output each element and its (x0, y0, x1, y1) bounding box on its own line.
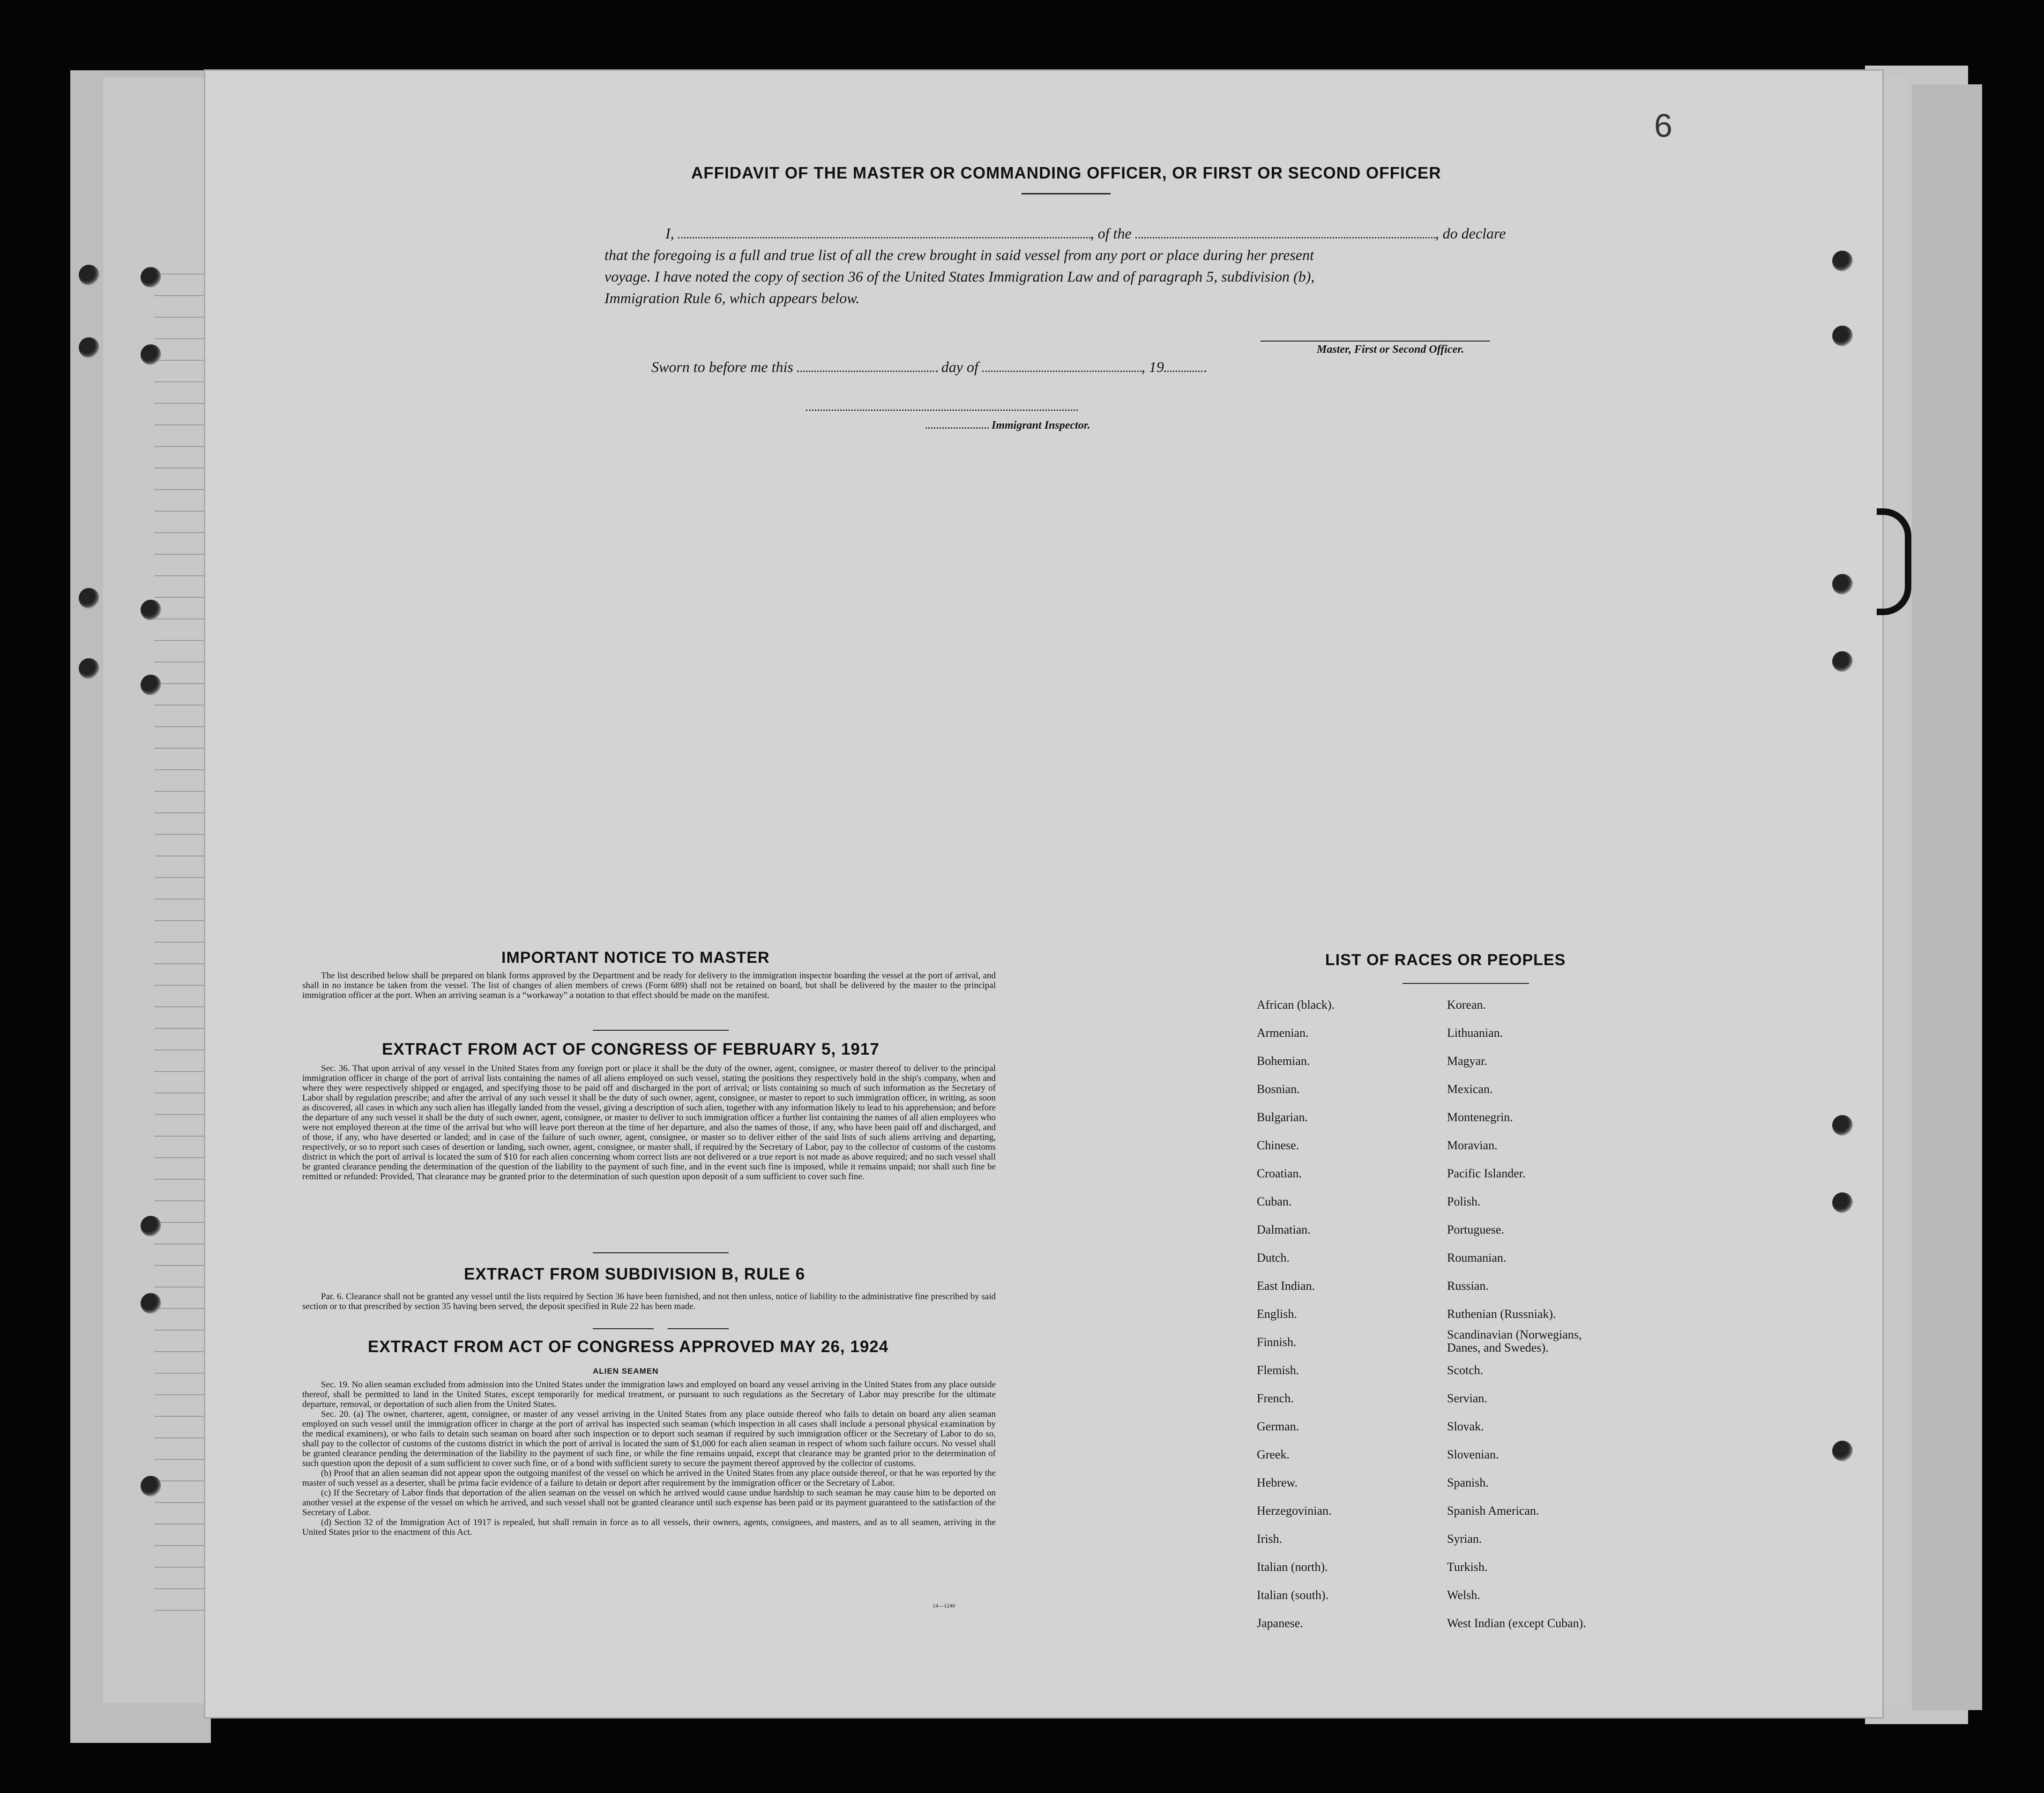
binder-hole (141, 675, 161, 695)
binder-hole (1832, 1192, 1853, 1213)
binder-hole (79, 265, 99, 285)
name-blank (678, 237, 1090, 238)
sec-20a-paragraph: Sec. 20. (a) The owner, charterer, agent, consignee, or master of any vessel arriving in the United States from any place outside thereof who fails to detain on board any alien seaman employed on such vessel until the immigration officer in charge at the port of arrival has inspected such seaman (which inspection in all cases shall include a personal physical examination by the medical examiners), or who fails to detain such seaman on board after such inspection or to deport such seaman if required by such immigration officer or the Secretary of Labor to do so, shall pay to the collector of customs of the customs district in which the port of arrival is located the sum of $1,000 for each alien seaman in respect of whom such failure occurs. No vessel shall be granted clearance pending the determination of the liability to the payment of such fine, or while the fine remains unpaid, except that clearance may be granted prior to the determination of such question upon the deposit of a sum sufficient to cover such fine, or of a bond with sufficient surety to secure the payment thereof approved by the collector of customs. (302, 1409, 996, 1468)
notice-title: IMPORTANT NOTICE TO MASTER (501, 949, 770, 967)
race-item: Korean. (1447, 998, 1486, 1012)
race-item: Polish. (1447, 1195, 1481, 1208)
affidavit-body (604, 223, 1579, 309)
year-blank (1164, 371, 1206, 372)
binder-hole (79, 337, 99, 358)
form-number: 14—1240 (932, 1602, 955, 1609)
race-item: Moravian. (1447, 1138, 1498, 1152)
binder-hole (141, 1216, 161, 1236)
race-item: Slovak. (1447, 1420, 1484, 1433)
binder-hole (141, 1293, 161, 1314)
signature-line (1261, 341, 1490, 342)
race-item: Scotch. (1447, 1363, 1484, 1377)
race-item: Mexican. (1447, 1082, 1493, 1096)
section-rule (668, 1328, 729, 1329)
race-item: Dalmatian. (1257, 1223, 1311, 1236)
section-rule (593, 1328, 654, 1329)
race-item: German. (1257, 1420, 1299, 1433)
binder-hole (141, 600, 161, 620)
race-item: Pacific Islander. (1447, 1167, 1526, 1180)
race-item: Bohemian. (1257, 1054, 1310, 1068)
extract-1917-body: Sec. 36. That upon arrival of any vessel in the United States from any foreign port or place it shall be the duty of the owner, agent, consignee, or master thereof to deliver to the principal immigration officer in charge of the port of arrival lists containing the names of all aliens employed on such vessel, stating the positions they respectively hold in the ship's company, when and where they were respectively shipped or engaged, and specifying those to be paid off and discharged in the port of arrival; or lists containing so much of such information as the Secretary of Labor shall by regulation prescribe; and after the arrival of any such vessel it shall be the duty of such owner, agent, consignee, or master to report to such immigration officer, in writing, as soon as discovered, all cases in which any such alien has illegally landed from the vessel, giving a description of such alien, together with any information likely to lead to his apprehension; and before the departure of any such vessel it shall be the duty of such owner, agent, consignee, or master to deliver to such immigration officer a further list containing the names of all alien employees who were not employed thereon at the time of the arrival but who will leave port thereon at the time of her departure, and also the names of those, if any, who have been paid off and discharged, and of those, if any, who have deserted or landed; and in case of the failure of such owner, agent, consignee, or master so to deliver either of the said lists of such aliens arriving and departing, respectively, or so to report such cases of desertion or landing, such owner, agent, consignee, or master shall, if required by the Secretary of Labor, pay to the collector of customs of the customs district in which the port of arrival is located the sum of $10 for each alien concerning whom correct lists are not delivered or a true report is not made as above required; and no such vessel shall be granted clearance pending the determination of the question of the liability to the payment of such fine, and in the event such fine is imposed, while it remains unpaid; nor shall such fine be remitted or refunded: Provided, That clearance may be granted prior to the determination of such question upon deposit of a sum sufficient to cover such fine. (302, 1064, 996, 1182)
day-blank (797, 371, 938, 372)
race-item: Servian. (1447, 1391, 1487, 1405)
binder-hole (1832, 251, 1853, 271)
inspector-blank (925, 427, 989, 429)
alien-seamen-subtitle: ALIEN SEAMEN (593, 1367, 659, 1376)
declare-i: I, (665, 225, 674, 242)
extract-1924-title: EXTRACT FROM ACT OF CONGRESS APPROVED MAY 26, 1924 (368, 1338, 889, 1356)
races-title: LIST OF RACES OR PEOPLES (1325, 951, 1566, 969)
races-rule (1402, 983, 1529, 984)
race-item: Lithuanian. (1447, 1026, 1503, 1040)
race-item: Cuban. (1257, 1195, 1292, 1208)
race-item: Croatian. (1257, 1167, 1302, 1180)
extract-rule6-body: Par. 6. Clearance shall not be granted any vessel until the lists required by Section 36 have been furnished, and not then unless, notice of liability to the administrative fine prescribed by said section or to that prescribed by section 35 having been served, the deposit specified in Rule 22 has been made. (302, 1292, 996, 1311)
section-rule (593, 1030, 729, 1031)
races-right-column (1447, 991, 1616, 1637)
race-item: Dutch. (1257, 1251, 1290, 1265)
sec-20d-paragraph: (d) Section 32 of the Immigration Act of 1917 is repealed, but shall remain in force as to all vessels, their owners, agents, consignees, and masters, and as to all seamen, arriving in the United States prior to the enactment of this Act. (302, 1518, 996, 1537)
race-item: Flemish. (1257, 1363, 1299, 1377)
binder-hole (141, 267, 161, 288)
extract-1917-title: EXTRACT FROM ACT OF CONGRESS OF FEBRUARY 5, 1917 (382, 1040, 880, 1058)
do-declare: , do declare (1435, 225, 1506, 242)
month-blank (982, 371, 1141, 372)
sec-19-paragraph: Sec. 19. No alien seaman excluded from admission into the United States under the immigration laws and employed on board any vessel arriving in the United States from any place outside thereof, shall be permitted to land in the United States, except temporarily for medical treatment, or pursuant to such regulations as the Secretary of Labor may prescribe for the ultimate departure, removal, or deportation of such alien from the United States. (302, 1380, 996, 1409)
affidavit-line-3: voyage. I have noted the copy of section 36 of the United States Immigration Law and of paragraph 5, subdivision (b), (604, 268, 1315, 285)
race-item: French. (1257, 1391, 1294, 1405)
race-item: Roumanian. (1447, 1251, 1507, 1265)
binder-hole (79, 658, 99, 679)
affidavit-title: AFFIDAVIT OF THE MASTER OR COMMANDING OFFICER, OR FIRST OR SECOND OFFICER (691, 164, 1441, 182)
inspector-label: Immigrant Inspector. (992, 419, 1090, 432)
sec-20b-paragraph: (b) Proof that an alien seaman did not appear upon the outgoing manifest of the vessel on which he arrived in the United States from any place outside thereof, or that he was reported by the master of such vessel as a deserter, shall be prima facie evidence of a failure to detain or deport after requirement by the immigration officer or the Secretary of Labor. (302, 1468, 996, 1488)
races-left-column (1257, 991, 1335, 1637)
vessel-blank (1135, 237, 1435, 238)
notice-body: The list described below shall be prepared on blank forms approved by the Department and be ready for delivery to the immigration inspector boarding the vessel at the port of arrival, and shall in no instance be taken from the vessel. The list of changes of alien members of crews (Form 689) shall not be retained on board, but shall be delivered by the master to the principal immigration officer at the port. When an arriving seaman is a “workaway” a notation to that effect should be made on the manifest. (302, 971, 996, 1000)
inspector-row (925, 419, 1090, 432)
race-item: Spanish American. (1447, 1504, 1539, 1518)
race-item: East Indian. (1257, 1279, 1315, 1293)
ruled-lines (155, 253, 211, 1612)
race-item: Magyar. (1447, 1054, 1487, 1068)
race-item: English. (1257, 1307, 1297, 1321)
binder-hole (141, 344, 161, 365)
race-item: Bosnian. (1257, 1082, 1300, 1096)
race-item: Japanese. (1257, 1616, 1303, 1630)
binder-hole (141, 1476, 161, 1496)
race-item: Armenian. (1257, 1026, 1309, 1040)
affidavit-line-2: that the foregoing is a full and true list of all the crew brought in said vessel from any port or place during her present (604, 246, 1314, 263)
race-item: Ruthenian (Russniak). (1447, 1307, 1556, 1321)
race-item: Italian (north). (1257, 1560, 1328, 1574)
race-item: Greek. (1257, 1448, 1290, 1461)
binder-hole (1832, 326, 1853, 346)
inspector-signature-line (806, 409, 1078, 411)
race-item: Chinese. (1257, 1138, 1299, 1152)
sec-20c-paragraph: (c) If the Secretary of Labor finds that deportation of the alien seaman on the vessel on which he arrived would cause undue hardship to such seaman he may cause him to be deported on another vessel at the expense of the vessel on which he arrived, and such vessel shall not be granted clearance until such expense has been paid or its payment guaranteed to the satisfaction of the Secretary of Labor. (302, 1488, 996, 1518)
race-item: African (black). (1257, 998, 1335, 1012)
binder-hole (1832, 1441, 1853, 1461)
title-rule (1022, 193, 1111, 194)
race-item: Russian. (1447, 1279, 1489, 1293)
race-item: Montenegrin. (1447, 1110, 1513, 1124)
signature-label: Master, First or Second Officer. (1317, 343, 1464, 356)
race-item: Slovenian. (1447, 1448, 1499, 1461)
race-item: Bulgarian. (1257, 1110, 1308, 1124)
extract-1924-body (302, 1380, 996, 1537)
race-item: Syrian. (1447, 1532, 1482, 1546)
race-item: Welsh. (1447, 1588, 1480, 1602)
binder-hole (1832, 651, 1853, 672)
race-item: Irish. (1257, 1532, 1283, 1546)
binder-ring (1877, 508, 1911, 615)
binder-hole (1832, 574, 1853, 595)
race-item: Portuguese. (1447, 1223, 1505, 1236)
race-item: Italian (south). (1257, 1588, 1329, 1602)
year-prefix: , 19 (1141, 358, 1164, 375)
affidavit-line-4: Immigration Rule 6, which appears below. (604, 290, 860, 306)
race-item: Hebrew. (1257, 1476, 1298, 1489)
race-item: Scandinavian (Norwegians, Danes, and Swedes). (1447, 1328, 1582, 1354)
binder-hole (79, 588, 99, 609)
extract-rule6-title: EXTRACT FROM SUBDIVISION B, RULE 6 (464, 1265, 806, 1283)
race-item: Spanish. (1447, 1476, 1489, 1489)
section-rule (593, 1252, 729, 1253)
race-item: Finnish. (1257, 1335, 1297, 1349)
sworn-text: Sworn to before me this (651, 358, 793, 375)
binder-hole (1832, 1115, 1853, 1136)
underlying-sheet-right-edge (1912, 84, 1982, 1710)
race-item: West Indian (except Cuban). (1447, 1616, 1586, 1630)
day-of: day of (941, 358, 978, 375)
of-the: , of the (1090, 225, 1132, 242)
race-item: Turkish. (1447, 1560, 1488, 1574)
race-item: Herzegovinian. (1257, 1504, 1332, 1518)
corner-number: 6 (1654, 107, 1672, 144)
sworn-line (651, 358, 1206, 376)
